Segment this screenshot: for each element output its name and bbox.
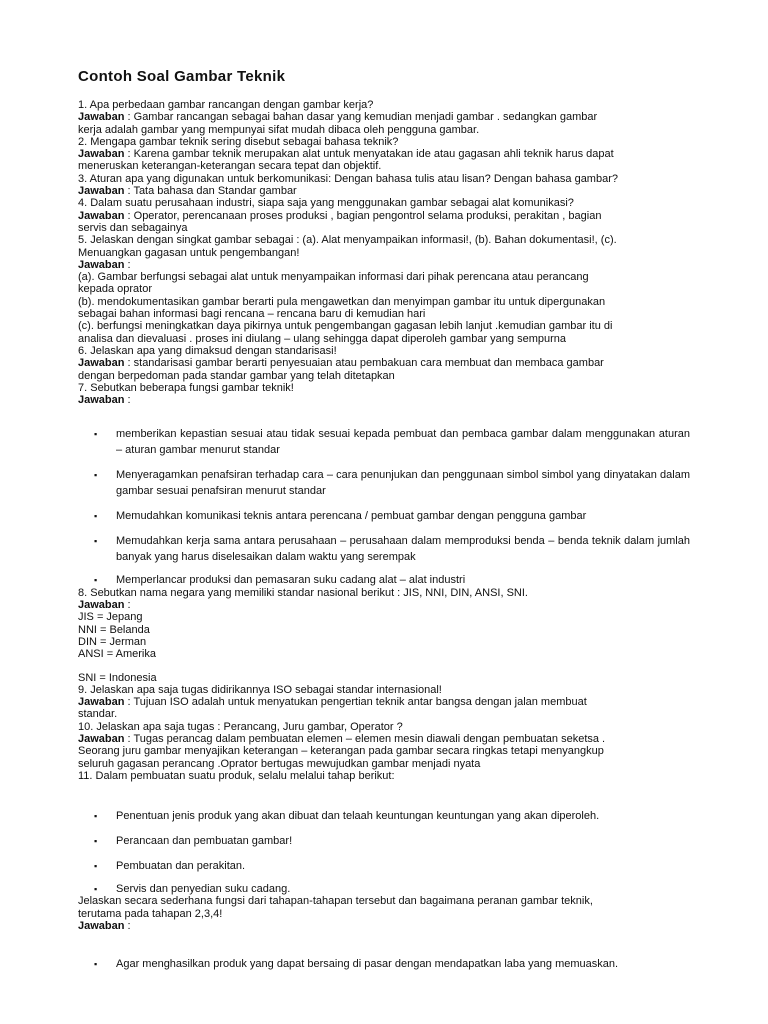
line-text: : (124, 920, 131, 933)
line-text: : Tujuan ISO adalah untuk menyatukan pengertian teknik antar bangsa dengan jalan membuat (124, 696, 587, 709)
text-line (78, 920, 690, 932)
text-line (78, 222, 690, 234)
answer-label: Jawaban (78, 599, 125, 612)
line-text: 4. Dalam suatu perusahaan industri, siapa saja yang menggunakan gambar sebagai alat komunikasi? (78, 197, 574, 210)
list-item (78, 533, 690, 565)
list-item (78, 833, 690, 849)
line-text: 10. Jelaskan apa saja tugas : Perancang, Juru gambar, Operator ? (78, 720, 403, 733)
list-item (78, 883, 690, 895)
line-text: analisa dan dievaluasi . proses ini diulang – ulang sehingga dapat diperoleh gambar yang sempurna (78, 332, 567, 345)
square-bullet-icon: ▪ (94, 811, 98, 822)
list-item-text: memberikan kepastian sesuai atau tidak sesuai kepada pembuat dan pembaca gambar dalam menggunakan aturan – aturan gambar menurut standar (116, 428, 690, 457)
text-line (78, 111, 690, 123)
spacer (78, 661, 690, 672)
text-line (78, 210, 690, 222)
line-text: 2. Mengapa gambar teknik sering disebut sebagai bahasa teknik? (78, 135, 399, 148)
line-text: 1. Apa perbedaan gambar rancangan dengan gambar kerja? (78, 99, 374, 111)
text-line (78, 197, 690, 209)
text-line (78, 648, 690, 660)
line-text: 9. Jelaskan apa saja tugas didirikannya ISO sebagai standar internasional! (78, 683, 442, 696)
spacer (78, 782, 690, 796)
text-line (78, 636, 690, 648)
answer-label: Jawaban (78, 920, 125, 933)
list-item-text: Penentuan jenis produk yang akan dibuat dan telaah keuntungan keuntungan yang akan diperoleh. (116, 810, 600, 823)
line-text: (a). Gambar berfungsi sebagai alat untuk menyampaikan informasi dari pihak perencana atau perancang (78, 271, 589, 284)
line-text: 6. Jelaskan apa yang dimaksud dengan standarisasi! (78, 344, 337, 357)
text-line (78, 672, 690, 684)
line-text: 7. Sebutkan beberapa fungsi gambar teknik! (78, 381, 294, 394)
answer-label: Jawaban (78, 209, 125, 222)
answer-label: Jawaban (78, 394, 125, 407)
line-text: SNI = Indonesia (78, 671, 157, 684)
line-text: kerja adalah gambar yang mempunyai sifat mudah dibaca oleh pengguna gambar. (78, 123, 480, 136)
text-line (78, 234, 690, 246)
line-text: ANSI = Amerika (78, 648, 156, 661)
text-line (78, 696, 690, 708)
spacer (78, 932, 690, 946)
text-line (78, 587, 690, 599)
text-line (78, 296, 690, 308)
line-text: Seorang juru gambar menyajikan keterangan – keterangan pada gambar secara ringkas tetapi menyangkup (78, 745, 604, 758)
text-line (78, 185, 690, 197)
fungsi-gambar-list (78, 426, 690, 586)
text-line (78, 160, 690, 172)
square-bullet-icon: ▪ (94, 861, 98, 872)
line-text: (b). mendokumentasikan gambar berarti pula mengawetkan dan menyimpan gambar itu untuk dipergunakan (78, 295, 606, 308)
line-text: : Tata bahasa dan Standar gambar (124, 185, 297, 198)
text-line (78, 320, 690, 332)
square-bullet-icon: ▪ (94, 836, 98, 847)
text-line (78, 721, 690, 733)
answer-label: Jawaban (78, 357, 125, 370)
line-text: sebagai bahan informasi bagi rencana – rencana baru di kemudian hari (78, 308, 426, 321)
text-line (78, 708, 690, 720)
text-line (78, 148, 690, 160)
list-item-text: Menyeragamkan penafsiran terhadap cara – cara penunjukan dan penggunaan simbol simbol yang dinyatakan dalam gambar sesuai penafsiran menurut standar (116, 469, 690, 498)
list-item-text: Memudahkan komunikasi teknis antara perencana / pembuat gambar dengan pengguna gambar (116, 510, 587, 523)
line-text: : Tugas perancag dalam pembuatan elemen – elemen mesin diawali dengan pembuatan seketsa . (124, 732, 606, 745)
text-line (78, 684, 690, 696)
line-text: Jelaskan secara sederhana fungsi dari tahapan-tahapan tersebut dan bagaimana peranan gambar teknik, (78, 895, 593, 908)
line-text: : (124, 599, 131, 612)
line-text: standar. (78, 708, 118, 721)
list-item-text: Pembuatan dan perakitan. (116, 860, 246, 873)
text-line (78, 394, 690, 406)
list-item-text: Agar menghasilkan produk yang dapat bersaing di pasar dengan mendapatkan laba yang memuaskan. (116, 958, 619, 971)
document-title: Contoh Soal Gambar Teknik (78, 68, 286, 85)
line-text: terutama pada tahapan 2,3,4! (78, 907, 223, 920)
list-item (78, 467, 690, 499)
square-bullet-icon: ▪ (94, 884, 98, 895)
list-item (78, 574, 690, 586)
text-line (78, 247, 690, 259)
jawaban-list (78, 958, 690, 970)
text-line (78, 271, 690, 283)
square-bullet-icon: ▪ (94, 429, 98, 440)
square-bullet-icon: ▪ (94, 575, 98, 586)
list-item (78, 426, 690, 458)
text-line (78, 758, 690, 770)
text-line (78, 382, 690, 394)
list-item (78, 958, 690, 970)
block-questions-1-7 (78, 99, 690, 406)
line-text: servis dan sebagainya (78, 221, 188, 234)
line-text: seluruh gagasan perancang .Oprator bertugas mewujudkan gambar menjadi nyata (78, 757, 481, 770)
line-text: 3. Aturan apa yang digunakan untuk berkomunikasi: Dengan bahasa tulis atau lisan? Dengan bahasa gambar? (78, 172, 618, 185)
line-text: : (124, 258, 131, 271)
block-question-8 (78, 587, 690, 661)
square-bullet-icon: ▪ (94, 470, 98, 481)
list-item (78, 508, 690, 524)
line-text: : (124, 394, 131, 407)
spacer (78, 406, 690, 420)
text-line (78, 124, 690, 136)
list-item-text: Perancaan dan pembuatan gambar! (116, 835, 293, 848)
answer-label: Jawaban (78, 258, 125, 271)
text-line (78, 599, 690, 611)
list-item (78, 808, 690, 824)
line-text: DIN = Jerman (78, 635, 147, 648)
text-line (78, 370, 690, 382)
block-question-11-followup (78, 895, 690, 932)
line-text: dengan berpedoman pada standar gambar yang telah ditetapkan (78, 369, 395, 382)
text-line (78, 611, 690, 623)
document-page (78, 68, 690, 971)
answer-label: Jawaban (78, 696, 125, 709)
line-text: Menuangkan gagasan untuk pengembangan! (78, 246, 300, 259)
text-line (78, 624, 690, 636)
line-text: : Operator, perencanaan proses produksi , bagian pengontrol selama produksi, perakitan , bagian (124, 209, 602, 222)
text-line (78, 895, 690, 907)
line-text: : Karena gambar teknik merupakan alat untuk menyatakan ide atau gagasan ahli teknik harus dapat (124, 148, 614, 161)
text-line (78, 259, 690, 271)
text-line (78, 308, 690, 320)
text-line (78, 283, 690, 295)
answer-label: Jawaban (78, 148, 125, 161)
text-line (78, 745, 690, 757)
line-text: 11. Dalam pembuatan suatu produk, selalu melalui tahap berikut: (78, 769, 395, 782)
text-line (78, 333, 690, 345)
line-text: NNI = Belanda (78, 623, 150, 636)
list-item (78, 858, 690, 874)
answer-label: Jawaban (78, 185, 125, 198)
line-text: JIS = Jepang (78, 611, 143, 624)
square-bullet-icon: ▪ (94, 511, 98, 522)
tahap-produksi-list (78, 808, 690, 895)
block-questions-9-11 (78, 672, 690, 783)
list-item-text: Servis dan penyedian suku cadang. (116, 883, 291, 896)
list-item-text: Memudahkan kerja sama antara perusahaan – perusahaan dalam memproduksi benda – benda teknik dalam jumlah banyak yang harus diselesaikan dalam waktu yang serempak (116, 535, 690, 564)
text-line (78, 357, 690, 369)
text-line (78, 99, 690, 111)
list-item-text: Memperlancar produksi dan pemasaran suku cadang alat – alat industri (116, 574, 466, 587)
text-line (78, 345, 690, 357)
line-text: : Gambar rancangan sebagai bahan dasar yang kemudian menjadi gambar . sedangkan gambar (124, 111, 598, 124)
answer-label: Jawaban (78, 111, 125, 124)
text-line (78, 136, 690, 148)
text-line (78, 770, 690, 782)
line-text: : standarisasi gambar berarti penyesuaian atau pembakuan cara membuat dan membaca gambar (124, 357, 604, 370)
line-text: 8. Sebutkan nama negara yang memiliki standar nasional berikut : JIS, NNI, DIN, ANSI, SNI. (78, 586, 528, 599)
text-line (78, 173, 690, 185)
square-bullet-icon: ▪ (94, 959, 98, 970)
answer-label: Jawaban (78, 732, 125, 745)
text-line (78, 908, 690, 920)
square-bullet-icon: ▪ (94, 536, 98, 547)
line-text: meneruskan keterangan-keterangan secara tepat dan objektif. (78, 160, 382, 173)
text-line (78, 733, 690, 745)
line-text: 5. Jelaskan dengan singkat gambar sebagai : (a). Alat menyampaikan informasi!, (b). Bahan dokumentasi!, (c). (78, 234, 617, 247)
line-text: (c). berfungsi meningkatkan daya pikirnya untuk pengembangan gagasan lebih lanjut .kemudian gambar itu di (78, 320, 613, 333)
line-text: kepada oprator (78, 283, 152, 296)
